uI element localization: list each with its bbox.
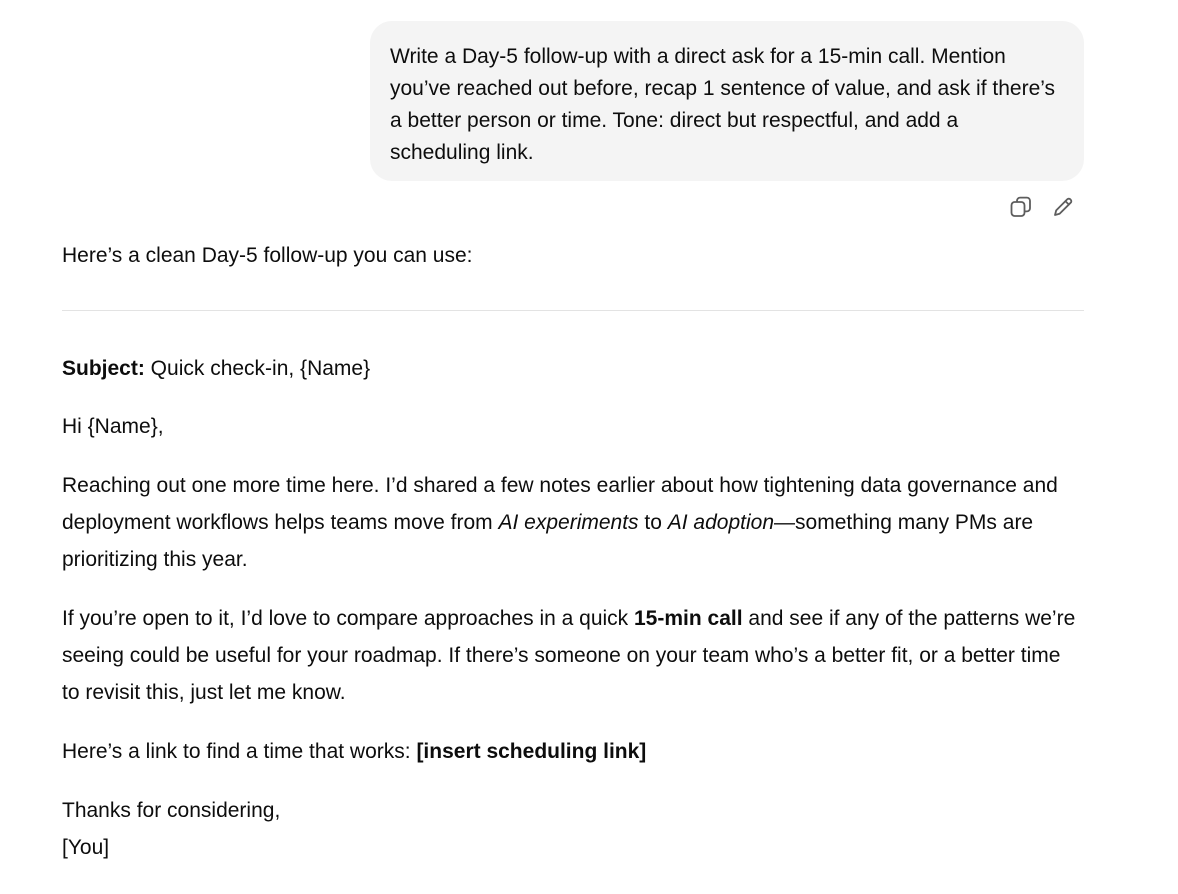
signoff-text: Thanks for considering, [62,799,281,822]
assistant-intro: Here’s a clean Day-5 follow-up you can use: [62,244,473,267]
edit-pencil-icon [1051,195,1075,219]
copy-icon [1009,195,1033,219]
emphasis-ai-adoption: AI adoption [667,511,775,534]
email-scheduling-line: Here’s a link to find a time that works: [insert scheduling link] [62,740,647,763]
scheduling-link-placeholder: [insert scheduling link] [416,740,647,763]
edit-message-button[interactable] [1046,193,1080,221]
email-paragraph-2: If you’re open to it, I’d love to compare approaches in a quick 15-min call and see if any of the patterns we’re seeing could be useful for your roadmap. If there’s someone on your team who’s a better fit, or a better time to revisit this, just let me know. [62,607,1076,704]
user-message-text: Write a Day-5 follow-up with a direct ask for a 15-min call. Mention you’ve reached out before, recap 1 sentence of value, and ask if there’s a better person or time. Tone: direct but respectful, and add a scheduling link. [390,45,1056,164]
email-signoff [62,792,1082,866]
email-paragraph-1: Reaching out one more time here. I’d shared a few notes earlier about how tightening data governance and deployment workflows helps teams move from AI experiments to AI adoption—something many PMs are prioritizing this year. [62,474,1058,571]
email-greeting: Hi {Name}, [62,415,164,438]
emphasis-15-min-call: 15-min call [634,607,743,630]
user-message-bubble [370,21,1084,181]
copy-button[interactable] [1004,193,1038,221]
email-subject-line [62,350,1082,387]
signature-text: [You] [62,836,110,859]
emphasis-ai-experiments: AI experiments [498,511,639,534]
divider [62,310,1084,311]
subject-label: Subject: [62,357,145,380]
subject-value: Quick check-in, {Name} [144,357,371,380]
message-actions [1004,193,1080,221]
